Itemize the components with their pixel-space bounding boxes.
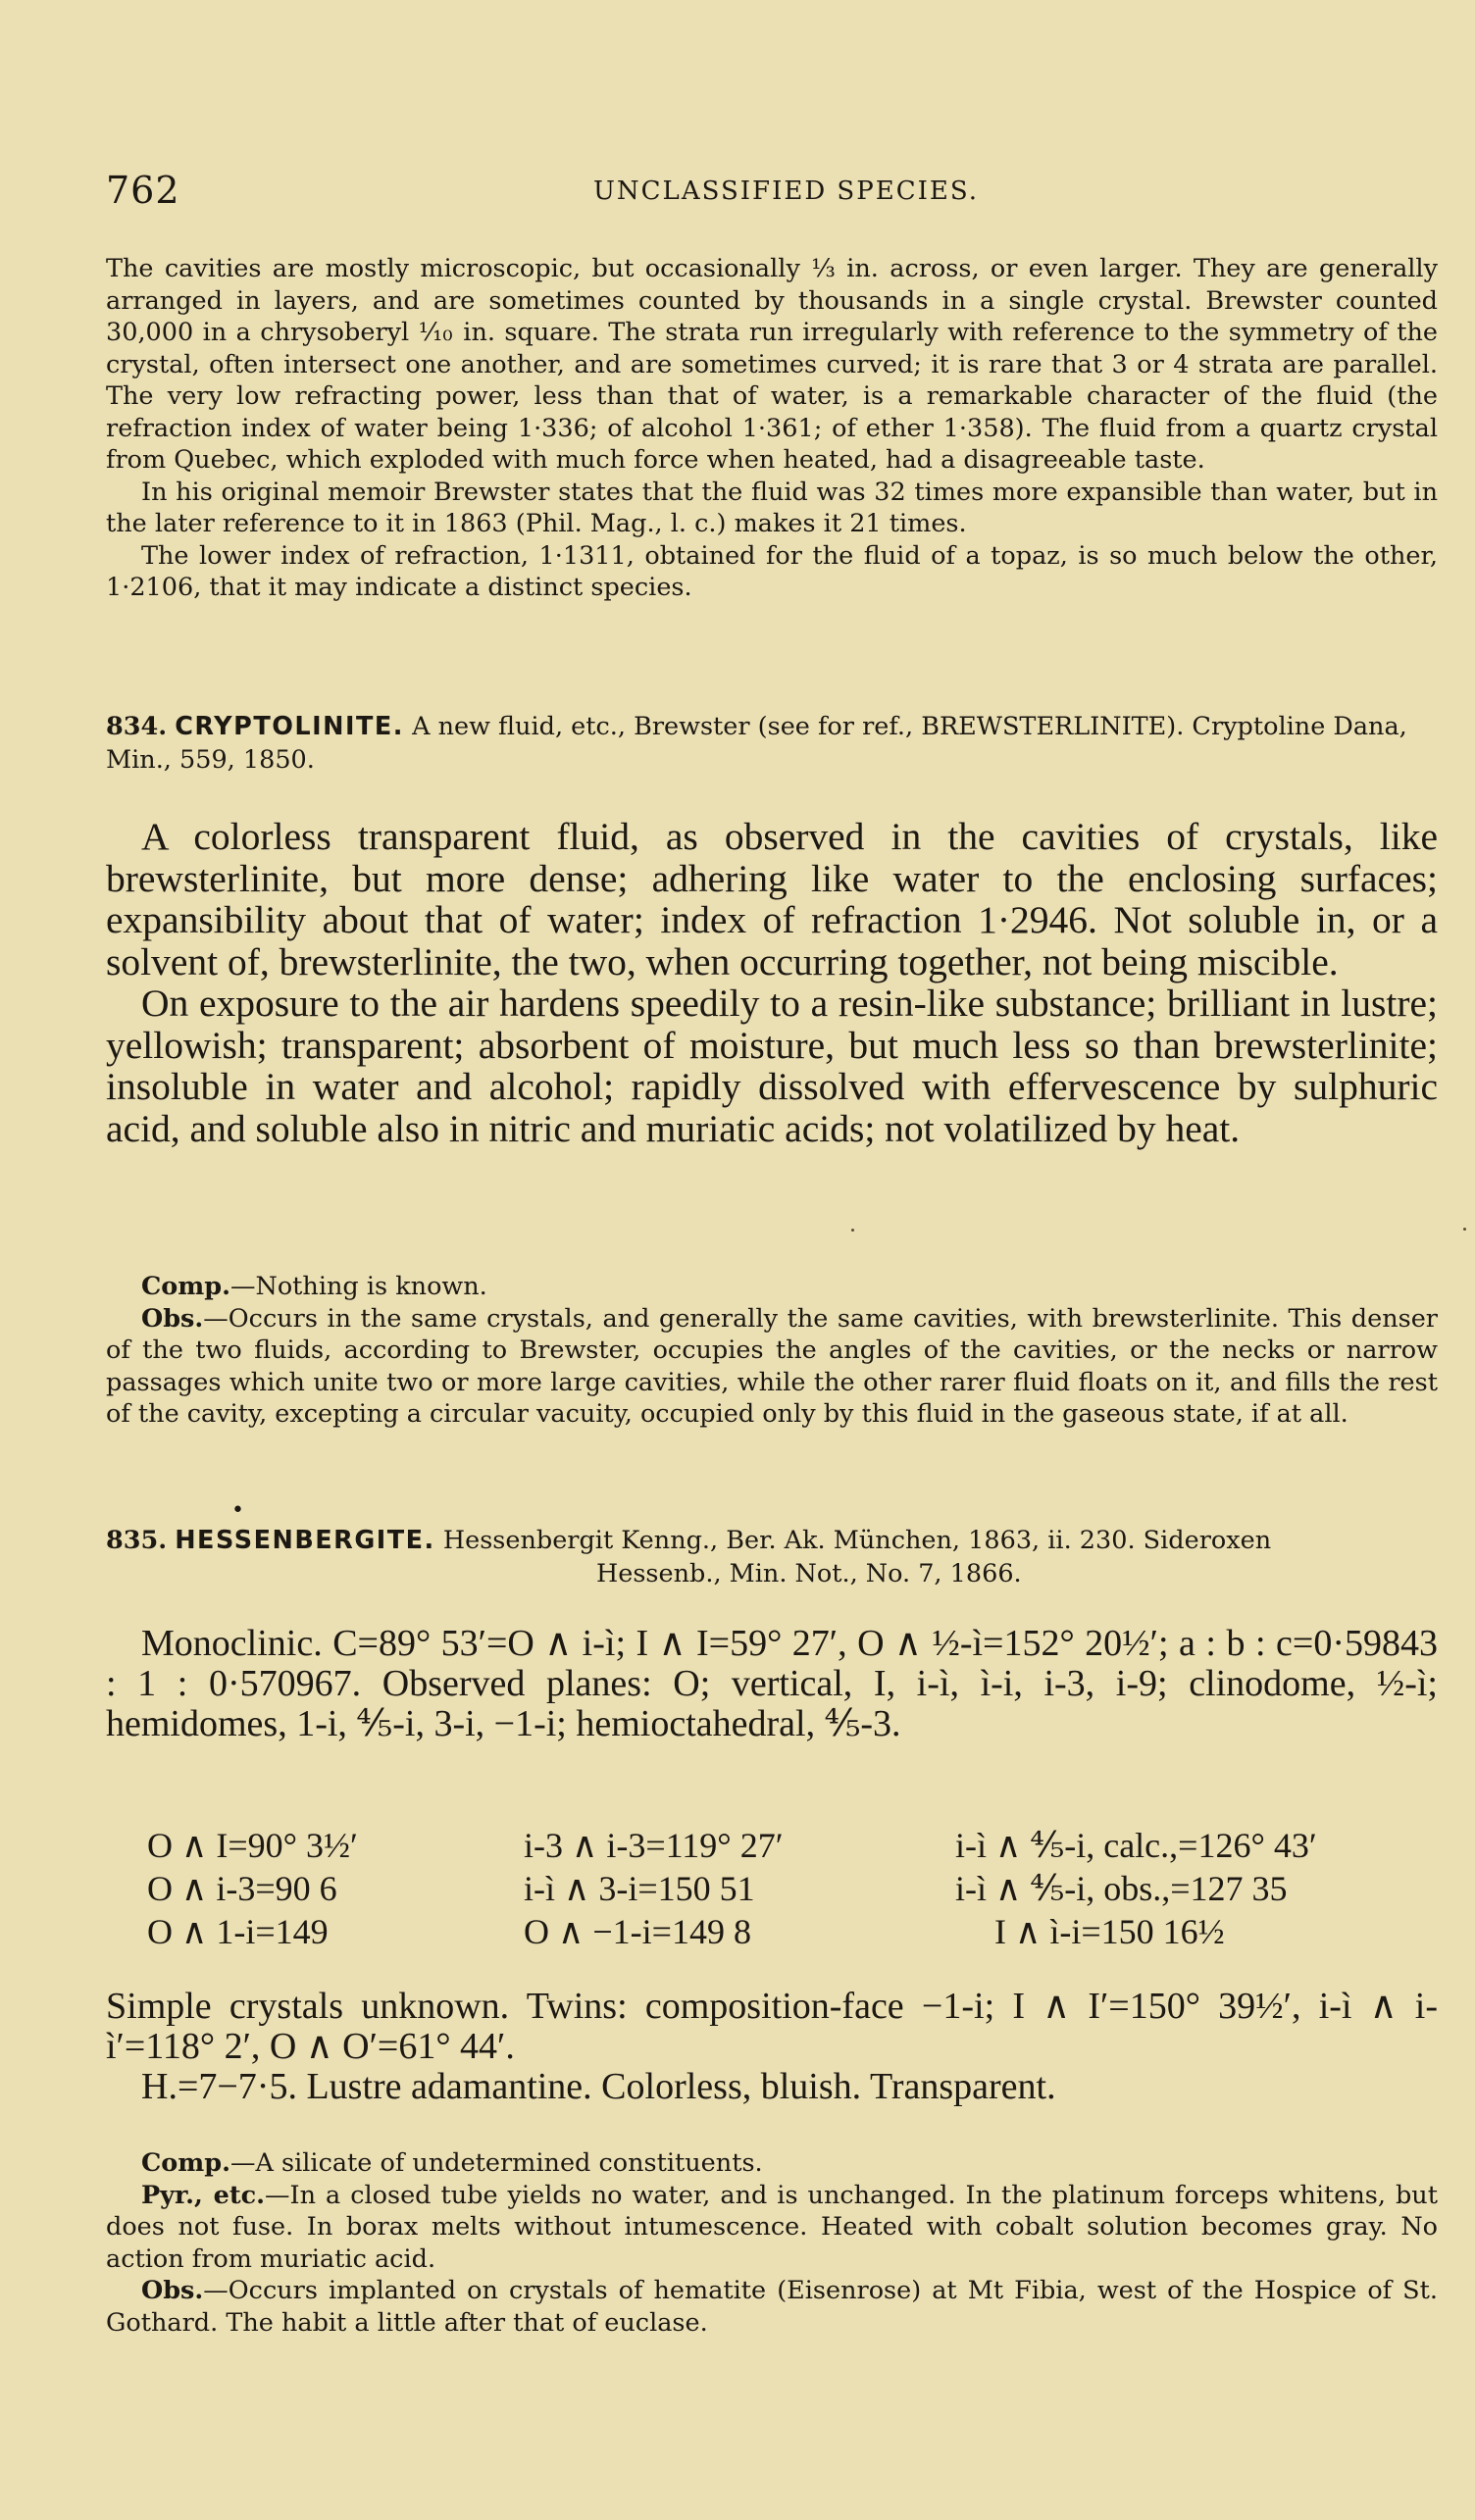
angle-table: [147, 1826, 1442, 1953]
angle-cell: i-ì ∧ 3-i=150 51: [524, 1869, 755, 1908]
monoclinic-description: Monoclinic. C=89° 53′=O ∧ i-ì; I ∧ I=59° 27′, O ∧ ½-ì=152° 20½′; a : b : c=0·59843 : 1 : 0·570967. Observed planes: O; vertical, I, i-ì, ì-i, i-3, i-9; clinodome, ½-ì; hemidomes, 1-i, ⅘-i, 3-i, −1-i; hemioctahedral, ⅘-3.: [106, 1623, 1438, 1744]
comp-note: [106, 2147, 1438, 2180]
paper-speck: [1463, 1228, 1466, 1231]
page-number: 762: [106, 169, 180, 212]
angle-cell: O ∧ −1-i=149 8: [524, 1912, 751, 1951]
species-number: 834.: [106, 712, 168, 741]
species-reference-continued: Hessenb., Min. Not., No. 7, 1866.: [596, 1559, 1022, 1588]
species-834-notes: [106, 1271, 1438, 1431]
species-name: CRYPTOLINITE.: [175, 712, 404, 741]
pyr-text: —In a closed tube yields no water, and is unchanged. In the platinum forceps whitens, but does not fuse. In borax melts without intumescence. Heated with cobalt solution becomes gray. No action from muriatic acid.: [106, 2180, 1438, 2274]
obs-note: [106, 1303, 1438, 1431]
comp-label: Comp.: [141, 2148, 230, 2178]
angle-cell: i-ì ∧ ⅘-i, obs.,=127 35: [955, 1869, 1288, 1908]
obs-text: —Occurs in the same crystals, and generally the same cavities, with brewsterlinite. This denser of the two fluids, according to Brewster, occupies the angles of the cavities, or the necks or narrow passages which unite two or more large cavities, while the other rarer fluid floats on it, and fills the rest of the cavity, excepting a circular vacuity, occupied only by this fluid in the gaseous state, if at all.: [106, 1303, 1438, 1429]
twins-description: Simple crystals unknown. Twins: composition-face −1-i; I ∧ I′=150° 39½′, i-ì ∧ i-ì′=118° 2′, O ∧ O′=61° 44′.: [106, 1986, 1438, 2067]
intro-paragraph-3: The lower index of refraction, 1·1311, obtained for the fluid of a topaz, is so much below the other, 1·2106, that it may indicate a distinct species.: [106, 540, 1438, 602]
obs-label: Obs.: [141, 1303, 204, 1334]
intro-paragraph-1: The cavities are mostly microscopic, but occasionally ⅓ in. across, or even larger. They are generally arranged in layers, and are sometimes counted by thousands in a single crystal. Brewster counted 30,000 in a chrysoberyl ⅒ in. square. The strata run irregularly with reference to the symmetry of the crystal, often intersect one another, and are sometimes curved; it is rare that 3 or 4 strata are parallel. The very low refracting power, less than that of water, is a remarkable character of the fluid (the refraction index of water being 1·336; of alcohol 1·361; of ether 1·358). The fluid from a quartz crystal from Quebec, which exploded with much force when heated, had a disagreeable taste.: [106, 254, 1438, 475]
angle-cell: O ∧ I=90° 3½′: [147, 1826, 358, 1865]
comp-label: Comp.: [141, 1272, 230, 1301]
comp-text: —A silicate of undetermined constituents.: [230, 2148, 763, 2178]
species-835-heading: [106, 1524, 1438, 1590]
angle-cell: I ∧ ì-i=150 16½: [994, 1912, 1225, 1951]
angle-cell: i-3 ∧ i-3=119° 27′: [524, 1826, 784, 1865]
species-834-description: [106, 816, 1438, 1149]
angle-cell: O ∧ i-3=90 6: [147, 1869, 337, 1908]
obs-text: —Occurs implanted on crystals of hematite (Eisenrose) at Mt Fibia, west of the Hospice of St. Gothard. The habit a little after that of euclase.: [106, 2276, 1438, 2338]
species-835-notes: [106, 2147, 1438, 2339]
angle-cell: O ∧ 1-i=149: [147, 1912, 329, 1951]
species-835-crystallography: [106, 1624, 1438, 1744]
intro-text: [106, 253, 1438, 604]
stray-mark: •: [231, 1498, 244, 1523]
comp-note: [106, 1271, 1438, 1303]
pyr-label: Pyr., etc.: [141, 2180, 266, 2210]
species-name: HESSENBERGITE.: [175, 1526, 435, 1555]
species-834-heading: [106, 710, 1438, 777]
running-title: UNCLASSIFIED SPECIES.: [593, 176, 980, 206]
species-reference: A new fluid, etc., Brewster (see for ref., BREWSTERLINITE). Cryptoline Dana, Min., 559, 1850.: [106, 712, 1407, 775]
description-paragraph-2: On exposure to the air hardens speedily to a resin-like substance; brilliant in lustre; yellowish; transparent; absorbent of moisture, but much less so than brewsterlinite; insoluble in water and alcohol; rapidly dissolved with effervescence by sulphuric acid, and soluble also in nitric and muriatic acids; not volatilized by heat.: [106, 982, 1438, 1150]
species-number: 835.: [106, 1526, 168, 1555]
species-835-physical: [106, 1987, 1438, 2107]
obs-label: Obs.: [141, 2276, 204, 2305]
comp-text: —Nothing is known.: [230, 1272, 487, 1301]
intro-paragraph-2: In his original memoir Brewster states that the fluid was 32 times more expansible than water, but in the later reference to it in 1863 (Phil. Mag., l. c.) makes it 21 times.: [106, 477, 1438, 538]
paper-speck: [851, 1229, 854, 1232]
pyr-note: [106, 2180, 1438, 2276]
obs-note: [106, 2275, 1438, 2339]
description-paragraph-1: A colorless transparent fluid, as observed in the cavities of crystals, like brewsterlinite, but more dense; adhering like water to the enclosing surfaces; expansibility about that of water; index of refraction 1·2946. Not soluble in, or a solvent of, brewsterlinite, the two, when occurring together, not being miscible.: [106, 815, 1438, 983]
species-reference: Hessenbergit Kenng., Ber. Ak. München, 1863, ii. 230. Sideroxen: [442, 1526, 1272, 1555]
hardness-description: H.=7−7·5. Lustre adamantine. Colorless, bluish. Transparent.: [141, 2066, 1056, 2107]
angle-cell: i-ì ∧ ⅘-i, calc.,=126° 43′: [955, 1826, 1317, 1865]
